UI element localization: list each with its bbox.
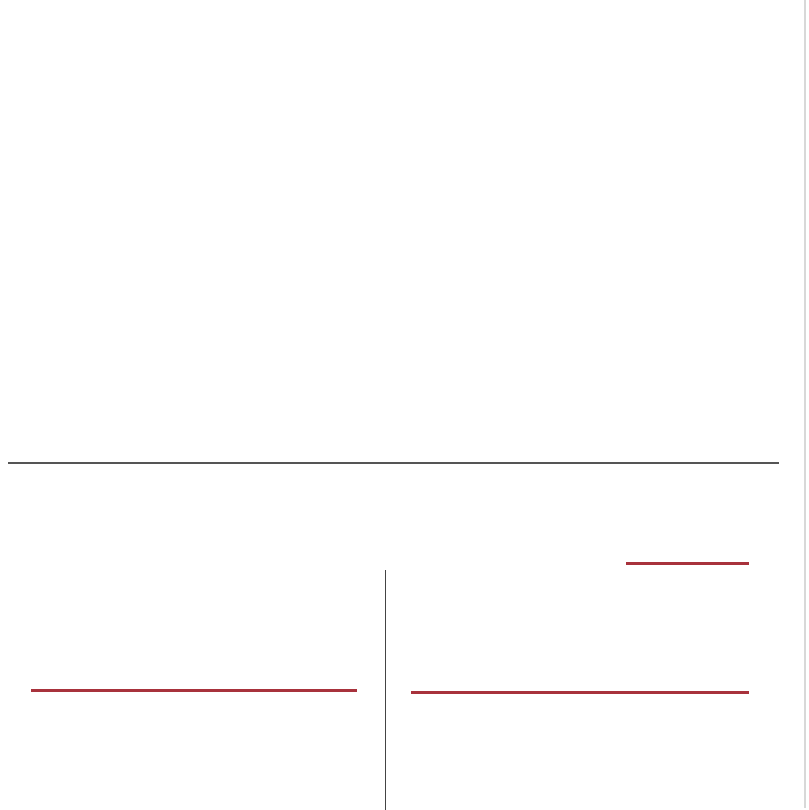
left-size-header: [0, 668, 400, 690]
page-edge: [804, 0, 806, 808]
blended-drinks-table: [0, 703, 809, 808]
section-divider: [8, 462, 779, 464]
right-size-rule: [626, 562, 749, 565]
right-size-header: [600, 541, 780, 563]
blended-rule: [411, 691, 749, 694]
cold-drinks-table: [0, 572, 809, 642]
left-size-rule: [31, 689, 357, 692]
